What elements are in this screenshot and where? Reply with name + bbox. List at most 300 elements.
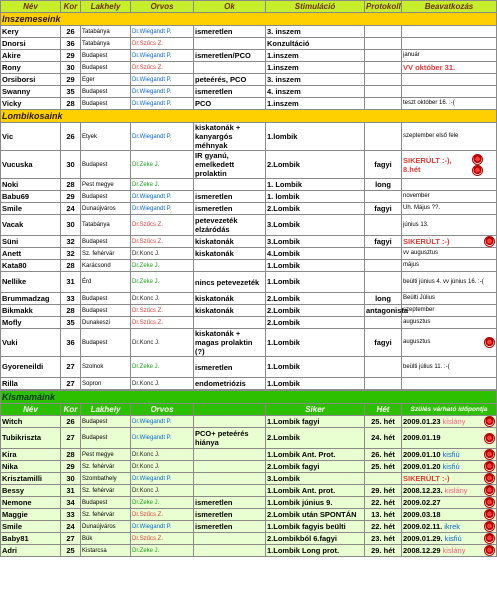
cell-intervention[interactable] [402,329,497,357]
cell-stimulation[interactable]: Konzultáció [266,38,365,50]
cell-reason[interactable]: IR gyanú, emelkedett prolaktin [194,151,266,179]
cell-doctor[interactable]: Dr.Wiegandt P. [131,428,194,449]
cell-protocol[interactable] [365,98,402,110]
cell-city[interactable]: Kistarcsa [81,545,131,557]
cell-protocol[interactable] [365,378,402,390]
cell-intervention[interactable] [402,151,497,179]
cell-age[interactable]: 31 [61,272,81,293]
cell-intervention[interactable] [402,179,497,191]
cell-age[interactable]: 27 [61,378,81,390]
cell-intervention[interactable]: január [402,50,497,62]
cell-protocol[interactable] [365,26,402,38]
cell-reason[interactable]: kiskatonák + kanyargós méhnyak [194,123,266,151]
cell-doctor[interactable]: Dr.Wiegandt P. [131,26,194,38]
cell-name[interactable]: Vuki [1,329,61,357]
cell-success[interactable]: 1.Lombik június 9. [266,497,365,509]
cell-age[interactable]: 29 [61,74,81,86]
cell-name[interactable]: Süni [1,236,61,248]
cell-intervention[interactable]: szeptember [402,305,497,317]
cell-protocol[interactable] [365,317,402,329]
cell-name[interactable]: Adri [1,545,61,557]
cell-doctor[interactable]: Dr.Szűcs Z. [131,38,194,50]
cell-city[interactable]: Dunakeszi [81,317,131,329]
cell-name[interactable]: Maggie [1,509,61,521]
cell-name[interactable]: Nellike [1,272,61,293]
cell-reason[interactable] [194,260,266,272]
due-wrapper [403,416,495,427]
cell-doctor[interactable]: Dr.Zeke J. [131,545,194,557]
cell-protocol[interactable] [365,260,402,272]
cell-name[interactable]: Orsiborsi [1,74,61,86]
cell-city[interactable]: Budapest [81,329,131,357]
cell-age[interactable]: 34 [61,497,81,509]
cell-city[interactable]: Karácsond [81,260,131,272]
baby-sex: kislány [442,416,466,426]
table-row [1,497,497,509]
cell-city[interactable]: Eger [81,74,131,86]
header-szules: Szülés várható időpontja [402,404,497,416]
cell-age[interactable]: 28 [61,98,81,110]
cell-name[interactable]: Krisztamilli [1,473,61,485]
cell-reason[interactable]: ismeretlen [194,357,266,378]
cell-stimulation[interactable]: 1.inszem [266,50,365,62]
cell-reason[interactable]: kiskatonák [194,248,266,260]
cell-age[interactable]: 26 [61,26,81,38]
cell-city[interactable]: Budapest [81,191,131,203]
cell-city[interactable]: Budapest [81,293,131,305]
cell-reason[interactable]: kiskatonák [194,293,266,305]
cell-protocol[interactable] [365,86,402,98]
cell-city[interactable]: Budapest [81,305,131,317]
cell-doctor[interactable]: Dr.Szűcs Z. [131,236,194,248]
cell-note[interactable] [194,461,266,473]
cell-success[interactable]: 1.Lombik fagyis beülti [266,521,365,533]
cell-doctor[interactable]: Dr.Zeke J. [131,179,194,191]
cell-note[interactable] [194,449,266,461]
cell-city[interactable]: Budapest [81,50,131,62]
cell-stimulation[interactable]: 1.lombik [266,123,365,151]
cell-city[interactable]: Budapest [81,151,131,179]
cell-city[interactable]: Bük [81,533,131,545]
cell-age[interactable]: 33 [61,509,81,521]
cell-stimulation[interactable]: 2.Lombik [266,203,365,215]
table-row [1,86,497,98]
cell-age[interactable]: 32 [61,248,81,260]
cell-reason[interactable]: PCO [194,98,266,110]
header-lakhely: Lakhely [81,404,131,416]
cell-intervention[interactable]: VV október 31. [402,62,497,74]
cell-week[interactable]: 22. hét [365,497,402,509]
cell-doctor[interactable]: Dr.Szűcs Z. [131,317,194,329]
cell-protocol[interactable] [365,50,402,62]
cell-doctor[interactable]: Dr.Zeke J. [131,497,194,509]
cell-stimulation[interactable]: 1.inszem [266,98,365,110]
cell-doctor[interactable]: Dr.Konc J. [131,485,194,497]
cell-week[interactable]: 23. hét [365,533,402,545]
cell-intervention[interactable]: augusztus [402,317,497,329]
cell-age[interactable]: 26 [61,416,81,428]
cell-name[interactable]: Anett [1,248,61,260]
cell-name[interactable]: Witch [1,416,61,428]
cell-age[interactable]: 32 [61,236,81,248]
cell-reason[interactable] [194,62,266,74]
cell-age[interactable]: 27 [61,533,81,545]
cell-reason[interactable]: ismeretlen [194,203,266,215]
cell-city[interactable]: Sz. fehérvár [81,461,131,473]
cell-protocol[interactable] [365,74,402,86]
cell-intervention[interactable]: május [402,260,497,272]
cell-protocol[interactable]: fagyi [365,203,402,215]
cell-city[interactable]: Tatabánya [81,38,131,50]
cell-stimulation[interactable]: 3.Lombik [266,236,365,248]
cell-name[interactable]: Nemone [1,497,61,509]
cell-doctor[interactable]: Dr.Wiegandt P. [131,74,194,86]
cell-due-date[interactable] [402,485,497,497]
header-protokoll: Protokoll [366,1,401,11]
cell-city[interactable]: Budapest [81,416,131,428]
cell-name[interactable]: Vicky [1,98,61,110]
cell-protocol[interactable] [365,62,402,74]
cell-age[interactable]: 28 [61,179,81,191]
cell-name[interactable]: Kira [1,449,61,461]
cell-name[interactable]: Vic [1,123,61,151]
cell-note[interactable]: PCO+ peteérés hiánya [194,428,266,449]
cell-protocol[interactable] [365,248,402,260]
cell-protocol[interactable]: long [365,179,402,191]
cell-intervention[interactable]: vv augusztus [402,248,497,260]
cell-age[interactable]: 29 [61,461,81,473]
cell-week[interactable]: 25. hét [365,416,402,428]
cell-age[interactable]: 30 [61,62,81,74]
header-blank [194,404,266,416]
cell-doctor[interactable]: Dr.Zeke J. [131,260,194,272]
cell-name[interactable]: Gyoreneildi [1,357,61,378]
cell-intervention[interactable] [402,236,497,248]
cell-name[interactable]: Nika [1,461,61,473]
cell-due-date[interactable] [402,461,497,473]
cell-name[interactable]: Baby81 [1,533,61,545]
cell-protocol[interactable]: fagyi [365,151,402,179]
cell-name[interactable]: Rilla [1,378,61,390]
column-header-row [1,1,497,13]
cell-doctor[interactable]: Dr.Konc J. [131,329,194,357]
cell-note[interactable] [194,473,266,485]
cell-intervention[interactable] [402,74,497,86]
cell-intervention[interactable]: Uh. Május ??. [402,203,497,215]
cell-success[interactable]: 2.Lombik [266,428,365,449]
cell-stimulation[interactable]: 3. inszem [266,74,365,86]
cell-doctor[interactable]: Dr.Szűcs Z. [131,305,194,317]
cell-name[interactable]: Tubikriszta [1,428,61,449]
cell-success[interactable]: 3.Lombik [266,473,365,485]
cell-age[interactable]: 35 [61,86,81,98]
cell-stimulation[interactable]: 1.Lombik [266,260,365,272]
cell-city[interactable]: Érd [81,272,131,293]
cell-intervention[interactable]: szeptember első fele [402,123,497,151]
cell-city[interactable]: Dunaújváros [81,203,131,215]
intervention-wrapper [403,154,495,176]
cell-name[interactable]: Smile [1,203,61,215]
cell-age[interactable]: 30 [61,151,81,179]
cell-due-date[interactable] [402,449,497,461]
cell-intervention[interactable]: beülti június 4. vv június 16. :-( [402,272,497,293]
cell-success[interactable]: 2.Lombik után SPONTÁN [266,509,365,521]
cell-week[interactable]: 22. hét [365,521,402,533]
cell-age[interactable]: 30 [61,215,81,236]
cell-stimulation[interactable]: 1. lombik [266,191,365,203]
cell-protocol[interactable]: antagonista [366,305,409,315]
cell-protocol[interactable]: fagyi [365,329,402,357]
cell-note[interactable] [194,416,266,428]
cell-name[interactable]: Kery [1,26,61,38]
cell-doctor[interactable]: Dr.Szűcs Z. [131,509,194,521]
cell-name[interactable]: Mofly [1,317,61,329]
cell-stimulation[interactable]: 2.Lombik [266,305,365,317]
due-date: 2008.12.23. [403,485,443,495]
cell-week[interactable]: 26. hét [365,449,402,461]
cell-age[interactable]: 27 [61,357,81,378]
cell-intervention[interactable] [402,86,497,98]
due-text [403,546,465,556]
cell-stimulation[interactable]: 1.Lombik [266,357,365,378]
cell-stimulation[interactable]: 1.Lombik [266,329,365,357]
cell-doctor[interactable]: Dr.Wiegandt P. [131,123,194,151]
cell-name[interactable]: Swanny [1,86,61,98]
cell-name[interactable]: Smile [1,521,61,533]
cell-name[interactable]: Vucuska [1,151,61,179]
cell-city[interactable]: Pest megye [81,179,131,191]
cell-intervention[interactable] [402,38,497,50]
cell-due-date[interactable] [402,497,497,509]
cell-stimulation[interactable]: 1.Lombik [266,272,365,293]
cell-success[interactable]: 2.Lombikból 6.fagyi [266,533,365,545]
cell-name[interactable]: Kata80 [1,260,61,272]
cell-city[interactable]: Budapest [81,86,131,98]
due-wrapper [403,509,495,520]
cell-intervention[interactable]: június 13. [402,215,497,236]
cell-age[interactable]: 26 [61,123,81,151]
cell-due-date[interactable] [402,509,497,521]
cell-stimulation[interactable]: 4.Lombik [266,248,365,260]
cell-reason[interactable]: peteérés, PCO [194,74,266,86]
cell-city[interactable]: Budapest [81,497,131,509]
cell-age[interactable]: 29 [61,50,81,62]
cell-stimulation[interactable]: 2.Lombik [266,293,365,305]
cell-city[interactable]: Sz. fehérvár [81,248,131,260]
cell-week[interactable]: 24. hét [365,428,402,449]
cell-intervention[interactable]: beülti július 11. :-( [402,357,497,378]
cell-age[interactable]: 24 [61,521,81,533]
cell-city[interactable]: Sopron [81,378,131,390]
table-row [1,293,497,305]
cell-age[interactable]: 28 [61,260,81,272]
cell-protocol[interactable] [365,38,402,50]
due-text [403,474,450,484]
cell-success[interactable]: 1.Lombik fagyi [266,416,365,428]
cell-doctor[interactable]: Dr.Zeke J. [131,357,194,378]
cell-doctor[interactable]: Dr.Wiegandt P. [131,86,194,98]
cell-doctor[interactable]: Dr.Wiegandt P. [131,50,194,62]
cell-reason[interactable] [194,317,266,329]
header-lakhely: Lakhely [81,1,131,13]
cell-doctor[interactable]: Dr.Zeke J. [131,151,194,179]
cell-age[interactable]: 28 [61,449,81,461]
cell-reason[interactable]: endometriózis [194,378,266,390]
cell-city[interactable]: Budapest [81,236,131,248]
table-row [1,26,497,38]
cell-age[interactable]: 27 [61,428,81,449]
cell-city[interactable]: Pest megye [81,449,131,461]
table-row [1,533,497,545]
cell-doctor[interactable]: Dr.Szűcs Z. [131,533,194,545]
cell-protocol[interactable] [365,272,402,293]
cell-stimulation[interactable]: 1.inszem [266,62,365,74]
cell-protocol[interactable] [365,357,402,378]
intervention-text: augusztus [403,338,431,345]
cell-doctor[interactable]: Dr.Wiegandt P. [131,98,194,110]
cell-name[interactable]: Akire [1,50,61,62]
cell-week[interactable]: 25. hét [365,461,402,473]
table-row [1,305,497,317]
cell-reason[interactable]: kiskatonák [194,305,266,317]
cell-doctor[interactable]: Dr.Szűcs Z. [131,62,194,74]
cell-due-date[interactable] [402,533,497,545]
cell-doctor[interactable]: Dr.Szűcs Z. [131,215,194,236]
cell-age[interactable]: 24 [61,203,81,215]
cell-name[interactable]: Dnorsi [1,38,61,50]
cell-due-date[interactable] [402,416,497,428]
cell-stimulation[interactable]: 1. Lombik [266,179,365,191]
cell-intervention[interactable]: teszt október 16. :-( [402,98,497,110]
cell-city[interactable]: Etyek [81,123,131,151]
cell-note[interactable]: ismeretlen [194,509,266,521]
cell-intervention[interactable]: november [402,191,497,203]
cell-note[interactable] [194,545,266,557]
cell-age[interactable]: 33 [61,293,81,305]
cell-note[interactable] [194,485,266,497]
cell-doctor[interactable]: Dr.Konc J. [131,449,194,461]
cell-name[interactable]: Brummadzag [1,293,61,305]
cell-doctor[interactable]: Dr.Konc J. [131,378,194,390]
cell-doctor[interactable]: Dr.Wiegandt P. [131,191,194,203]
cell-due-date[interactable] [402,545,497,557]
cell-city[interactable]: Sz. fehérvár [81,485,131,497]
cell-note[interactable] [194,533,266,545]
cell-age[interactable]: 31 [61,485,81,497]
cell-city[interactable]: Budapest [81,62,131,74]
cell-doctor[interactable]: Dr.Konc J. [131,248,194,260]
cell-protocol[interactable]: fagyi [365,236,402,248]
cell-reason[interactable]: ismeretlen [194,191,266,203]
table-row [1,473,497,485]
cell-intervention[interactable] [402,378,497,390]
cell-week[interactable] [365,473,402,485]
cell-intervention[interactable] [402,26,497,38]
cell-doctor[interactable]: Dr.Konc J. [131,461,194,473]
cell-reason[interactable]: kiskatonák + magas prolaktin (?) [194,329,266,357]
cell-age[interactable]: 30 [61,473,81,485]
cell-stimulation[interactable]: 3. inszem [266,26,365,38]
cell-city[interactable]: Tatabánya [81,215,131,236]
cell-city[interactable]: Budapest [81,98,131,110]
cell-stimulation[interactable]: 2.Lombik [266,317,365,329]
cell-city[interactable]: Szolnok [81,357,131,378]
cell-name[interactable]: Babu69 [1,191,61,203]
cell-doctor[interactable]: Dr.Wiegandt P. [131,203,194,215]
cell-name[interactable]: Bikmakk [1,305,61,317]
cell-reason[interactable] [194,179,266,191]
cell-reason[interactable] [194,38,266,50]
cell-reason[interactable]: ismeretlen/PCO [194,50,266,62]
cell-name[interactable]: Noki [1,179,61,191]
cell-city[interactable]: Sz. fehérvár [81,509,131,521]
cell-stimulation[interactable]: 3.Lombik [266,215,365,236]
cell-name[interactable]: Rony [1,62,61,74]
cell-doctor[interactable]: Dr.Wiegandt P. [131,416,194,428]
cell-success[interactable]: 1.Lombik Ant. Prot. [266,449,365,461]
cell-doctor[interactable]: Dr.Wiegandt P. [131,473,194,485]
cell-note[interactable]: ismeretlen [194,521,266,533]
cell-protocol[interactable] [365,123,402,151]
cell-protocol[interactable]: long [365,293,402,305]
cell-stimulation[interactable]: 2.Lombik [266,151,365,179]
cell-due-date[interactable] [402,521,497,533]
due-text [403,522,460,532]
cell-age[interactable]: 36 [61,38,81,50]
cell-city[interactable]: Dunaújváros [81,521,131,533]
cell-week[interactable]: 13. hét [365,509,402,521]
cell-doctor[interactable]: Dr.Konc J. [131,293,194,305]
cell-stimulation[interactable]: 1.Lombik [266,378,365,390]
cell-age[interactable]: 35 [61,317,81,329]
cell-due-date[interactable] [402,428,497,449]
kismama-header-row [1,404,497,416]
cell-age[interactable]: 25 [61,545,81,557]
table-row [1,203,497,215]
cell-note[interactable]: ismeretlen [194,497,266,509]
cell-reason[interactable]: ismeretlen [194,26,266,38]
cell-intervention[interactable]: Beülti Július [402,293,497,305]
cell-protocol[interactable] [365,191,402,203]
cell-week[interactable]: 29. hét [365,485,402,497]
cell-age[interactable]: 29 [61,191,81,203]
due-wrapper [403,433,495,444]
cell-protocol[interactable] [365,215,402,236]
cell-success[interactable]: 1.Lombik Ant. prot. [266,485,365,497]
cell-success[interactable]: 1.Lombik Long prot. [266,545,365,557]
cell-name[interactable]: Bessy [1,485,61,497]
header-nev: Név [1,404,61,416]
cell-reason[interactable]: kiskatonák [194,236,266,248]
heart-icon [484,485,495,496]
cell-due-date[interactable] [402,473,497,485]
cell-reason[interactable]: nincs petevezeték [194,272,266,293]
cell-doctor[interactable]: Dr.Zeke J. [131,272,194,293]
cell-week[interactable]: 29. hét [365,545,402,557]
cell-city[interactable]: Tatabánya [81,26,131,38]
cell-age[interactable]: 28 [61,305,81,317]
cell-reason[interactable]: petevezeték elzáródás [194,215,266,236]
cell-city[interactable]: Szombathely [81,473,131,485]
cell-age[interactable]: 36 [61,329,81,357]
due-wrapper [403,485,495,496]
cell-reason[interactable]: ismeretlen [194,86,266,98]
cell-name[interactable]: Vacak [1,215,61,236]
cell-stimulation[interactable]: 4. inszem [266,86,365,98]
cell-success[interactable]: 2.Lombik fagyi [266,461,365,473]
cell-doctor[interactable]: Dr.Wiegandt P. [131,521,194,533]
cell-city[interactable]: Budapest [81,428,131,449]
